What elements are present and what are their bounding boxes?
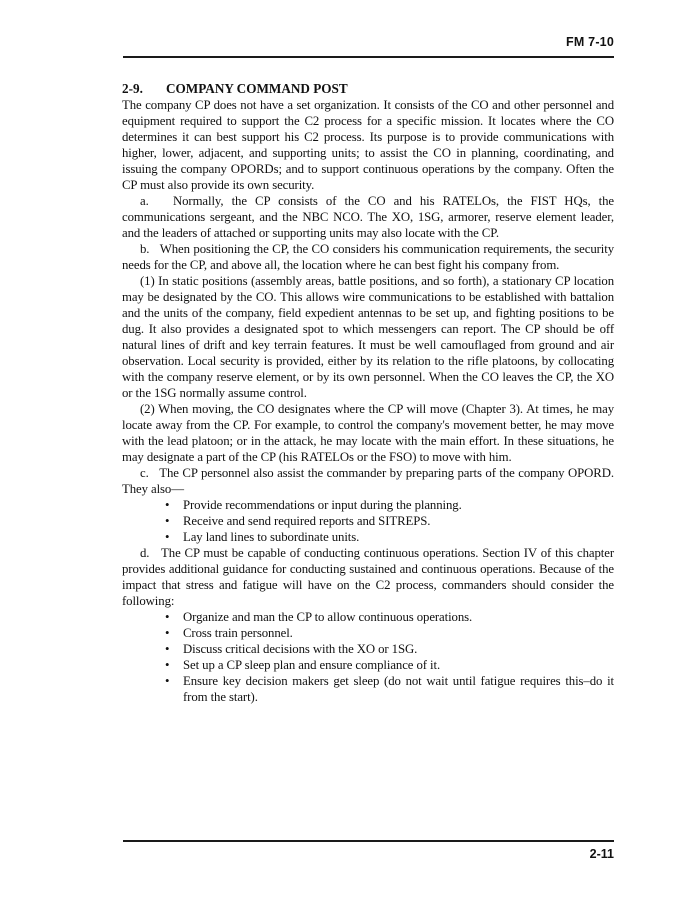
bullet-text: Receive and send required reports and SITREPS. xyxy=(183,514,431,528)
bullet-text: Organize and man the CP to allow continuous operations. xyxy=(183,610,473,624)
bullet-icon: • xyxy=(165,498,170,512)
section-heading xyxy=(122,81,614,97)
bullet-text: Lay land lines to subordinate units. xyxy=(183,530,360,544)
paragraph-b1: (1) In static positions (assembly areas, battle positions, and so forth), a stationary CP location may be designated by the CO. This allows wire communications to be established with battalion and the units of the company, field expedient antennas to be set up, and fighting positions to be dug. It also provides a designated spot to which messengers can report. The CP should be off natural lines of drift and key terrain features. It must be well camouflaged from ground and air observation. Local security is provided, either by its relation to the rifle platoons, by collocating with the company reserve element, or by its own personnel. When the CO leaves the CP, the XO or the 1SG normally assume control. xyxy=(122,274,614,400)
bullet-icon: • xyxy=(165,658,170,672)
bullet-item xyxy=(122,673,614,705)
header-rule xyxy=(123,56,614,58)
bullet-icon: • xyxy=(165,674,170,688)
bullet-icon: • xyxy=(165,642,170,656)
bullet-icon: • xyxy=(165,626,170,640)
bullet-item xyxy=(122,497,614,513)
page-body xyxy=(122,81,614,705)
section-title: COMPANY COMMAND POST xyxy=(166,81,348,96)
paragraph-d: d. The CP must be capable of conducting continuous operations. Section IV of this chapter provides additional guidance for conducting sustained and continuous operations. Because of the impact that stress and fatigue will have on the C2 process, commanders should consider the following: xyxy=(122,546,614,608)
bullet-item xyxy=(122,657,614,673)
bullet-text: Ensure key decision makers get sleep (do not wait until fatigue requires this–do it from the start). xyxy=(183,674,614,704)
paragraph-b2: (2) When moving, the CO designates where the CP will move (Chapter 3). At times, he may locate away from the CP. For example, to control the company's movement better, he may move with the lead platoon; or in the attack, he may locate with the main effort. In these situations, he may designate a part of the CP (his RATELOs or the FSO) to move with him. xyxy=(122,402,614,464)
bullet-text: Set up a CP sleep plan and ensure compliance of it. xyxy=(183,658,441,672)
bullet-item xyxy=(122,513,614,529)
bullet-item xyxy=(122,641,614,657)
bullet-text: Discuss critical decisions with the XO or 1SG. xyxy=(183,642,418,656)
bullet-text: Cross train personnel. xyxy=(183,626,293,640)
bullet-text: Provide recommendations or input during the planning. xyxy=(183,498,462,512)
bullet-icon: • xyxy=(165,514,170,528)
bullet-item xyxy=(122,529,614,545)
bullet-list-c xyxy=(122,497,614,545)
bullet-item xyxy=(122,625,614,641)
paragraph-b: b. When positioning the CP, the CO considers his communication requirements, the security needs for the CP, and above all, the location where he can best fight his company from. xyxy=(122,242,614,272)
header-doc-ref: FM 7-10 xyxy=(566,35,614,49)
page-number: 2-11 xyxy=(589,847,614,861)
bullet-icon: • xyxy=(165,610,170,624)
bullet-list-d xyxy=(122,609,614,705)
bullet-item xyxy=(122,609,614,625)
footer-rule xyxy=(123,840,614,842)
section-number: 2-9. xyxy=(122,81,143,96)
paragraph-a: a. Normally, the CP consists of the CO and his RATELOs, the FIST HQs, the communications sergeant, and the NBC NCO. The XO, 1SG, armorer, reserve element leader, and the leaders of attached or supporting units may also locate with the CP. xyxy=(122,194,614,240)
paragraph-c: c. The CP personnel also assist the commander by preparing parts of the company OPORD. They also— xyxy=(122,466,614,496)
paragraph-intro: The company CP does not have a set organization. It consists of the CO and other personnel and equipment required to support the C2 process for a specific mission. It locates where the CO determines it can best support his C2 process. Its purpose is to provide communications with higher, lower, adjacent, and supporting units; to assist the CO in planning, coordinating, and issuing the company OPORDs; and to support continuous operations by the company. Often the CP must also provide its own security. xyxy=(122,98,614,192)
bullet-icon: • xyxy=(165,530,170,544)
